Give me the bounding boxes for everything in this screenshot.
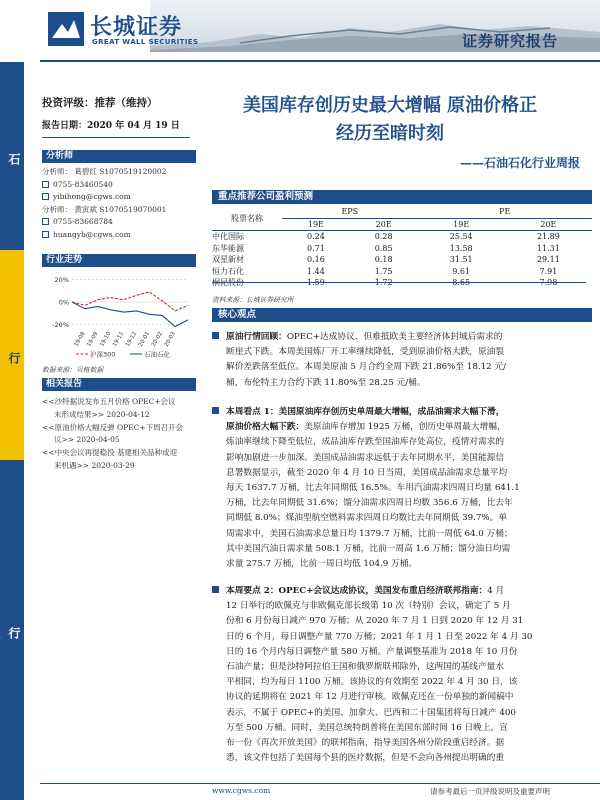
legend-label-petrochem: 石油石化 bbox=[144, 350, 170, 359]
report_chars-char bbox=[0, 256, 4, 460]
col-year: 19E bbox=[307, 219, 324, 229]
core-paragraph-1 bbox=[212, 330, 570, 391]
x-tick-label: 19-11 bbox=[112, 331, 126, 348]
x-tick-label: 20-03 bbox=[163, 331, 177, 348]
footer-disclaimer: 请参考最后一页评级说明及重要声明 bbox=[430, 787, 550, 796]
paragraph-line: 日的 16 个月内每日调整产量 580 万桶。产量调整基准为 2018 年 10 月份 bbox=[226, 646, 518, 657]
cell-value: 25.54 bbox=[449, 232, 473, 242]
paragraph-line: 其中美国汽油日需求量 508.1 万桶，比前一周高 1.6 万桶；馏分油日均需 bbox=[226, 543, 511, 554]
side-band bbox=[0, 62, 24, 800]
cell-value: 0.24 bbox=[306, 232, 325, 242]
core-view-heading: 核心观点 bbox=[212, 308, 592, 322]
related-report-line: 来机遇>> 2020-03-29 bbox=[54, 460, 135, 470]
paragraph-line: 断崖式下跌。本周美国炼厂开工率继续降低，受到原油价格大跌，原油裂 bbox=[226, 347, 504, 358]
report-title bbox=[200, 92, 580, 148]
phone-icon bbox=[42, 181, 49, 188]
analyst-2-name: 分析师： 黄寅斌 S1070519070001 bbox=[42, 204, 167, 214]
cell-value: 0.85 bbox=[374, 243, 393, 253]
x-tick-label: 19-10 bbox=[99, 331, 113, 348]
forecast-source: 资料来源：长城证券研究所 bbox=[212, 296, 294, 304]
paragraph-line: 协议的延期将在 2021 年 12 月进行审核。欧佩克还在一份单独的新闻稿中 bbox=[226, 692, 514, 703]
industry_chars-char bbox=[0, 68, 4, 250]
cell-value: 1.44 bbox=[306, 266, 325, 276]
core-paragraph-2 bbox=[212, 405, 570, 572]
paragraph-line: 份和 6 月份每日减产 970 万桶；从 2020 年 7 月 1 日到 2020 年 12 月 31 bbox=[226, 616, 524, 627]
y-tick-label: 20% bbox=[54, 276, 69, 285]
trend-source: 数据来源：贝格数据 bbox=[42, 366, 104, 374]
bullet-icon bbox=[212, 332, 219, 339]
cell-value: 0.16 bbox=[306, 255, 325, 265]
analyst-1-email-row bbox=[42, 191, 166, 204]
industry_chars-char: 石 bbox=[7, 153, 21, 165]
paragraph-line: 息署数据显示，截至 2020 年 4 月 10 日当周，美国成品油需求总量平均 bbox=[226, 467, 508, 478]
paragraph-line: 桶，布伦特主力合约下跌 11.80%至 28.25 元/桶。 bbox=[226, 377, 426, 388]
analyst-1-name: 分析师： 葛碧红 S1070519120002 bbox=[42, 167, 167, 176]
footer-divider bbox=[40, 783, 600, 784]
core-paragraph-3 bbox=[212, 584, 570, 766]
p2-lead-1: 本周看点 1：美国原油库存创历史单周最大增幅，成品油需求大幅下滑， bbox=[226, 407, 505, 417]
analyst-1-phone-row bbox=[42, 179, 166, 192]
p1-line-0: OPEC+达成协议、但难抵欧美主要经济体封城后需求的 bbox=[286, 332, 503, 342]
paragraph-line: 平相同，均为每日 1100 万桶。该协议的有效期至 2022 年 4 月 30 日，该 bbox=[226, 677, 518, 688]
analyst-heading: 分析师 bbox=[42, 150, 196, 163]
cell-stock-name: 双星新材 bbox=[212, 255, 244, 265]
logo-name-cn: 长城证券 bbox=[90, 15, 183, 40]
analyst-block bbox=[42, 166, 166, 241]
col-stock-name: 股票名称 bbox=[231, 213, 263, 223]
forecast-heading: 重点推荐公司盈利预测 bbox=[212, 190, 592, 204]
related-heading: 相关报告 bbox=[42, 378, 196, 391]
table-header-row bbox=[212, 206, 592, 218]
earnings-forecast-table bbox=[212, 206, 592, 289]
cell-value: 7.91 bbox=[539, 266, 558, 276]
paragraph-line: 表示，不属于 OPEC+的美国、加拿大、巴西和二十国集团将每日减产 400 bbox=[226, 707, 516, 718]
cell-value: 1.75 bbox=[374, 266, 393, 276]
table-row bbox=[212, 266, 592, 278]
paragraph-line: 求量 275.7 万桶，比前一周日均低 104.9 万桶。 bbox=[226, 559, 418, 570]
y-tick-label: 0% bbox=[58, 298, 69, 307]
paragraph-line: 石油产量；但是沙特阿拉伯王国和俄罗斯联邦除外，这两国的基线产量水 bbox=[226, 662, 504, 673]
date-value: 2020 年 04 月 19 日 bbox=[87, 121, 180, 131]
rating-value: 推荐（维持） bbox=[94, 97, 158, 109]
x-tick-label: 20-02 bbox=[150, 331, 164, 348]
analyst-2-phone-row bbox=[42, 216, 166, 229]
col-year: 20E bbox=[540, 219, 557, 229]
report-title-line-2: 经历至暗时刻 bbox=[336, 123, 444, 144]
paragraph-line: 日的 6 个月，每日调整产量 770 万桶；2021 年 1 月 1 日至 2022 年 4 月 30 bbox=[226, 631, 533, 642]
paragraph-line: 悉，该文件包括了美国每个县的医疗数据，但是不会向各州提出明确的重 bbox=[226, 753, 504, 764]
rating-line bbox=[42, 95, 158, 110]
p2-line-0: 美原油库存增加 1925 万桶，创历史单周最大增幅， bbox=[304, 422, 506, 433]
side-weekly-label bbox=[0, 460, 24, 800]
related-report-list bbox=[42, 396, 197, 473]
related-report-line[interactable]: <<原油价格大幅反弹 OPEC+下周召开会 bbox=[42, 422, 184, 432]
legend-label-hs300: 沪深300 bbox=[90, 350, 116, 359]
p1-lead: 原油行情回顾： bbox=[226, 332, 287, 342]
email-icon bbox=[42, 231, 49, 238]
paragraph-line: 12 日举行的欧佩克与非欧佩克部长级第 10 次（特别）会议，确定了 5 月 bbox=[226, 601, 511, 612]
paragraph-line: 每天 1637.7 万桶，比去年同期低 16.5%。车用汽油需求四周日均量 641.1 bbox=[226, 483, 520, 494]
related-report-line[interactable]: <<中央会议再提稳投 基建相关品种或迎 bbox=[42, 448, 177, 458]
paragraph-line: 影响加剧进一步加深。美国成品油需求远低于去年同期水平，美国能源信 bbox=[226, 452, 504, 463]
company-logo bbox=[48, 10, 218, 50]
cell-value: 0.18 bbox=[374, 255, 393, 265]
cell-value: 29.11 bbox=[536, 255, 560, 265]
report-title-line-1: 美国库存创历史最大增幅 原油价格正 bbox=[242, 95, 538, 116]
date-label: 报告日期： bbox=[42, 121, 88, 131]
logo-mark-icon bbox=[48, 12, 84, 46]
cell-stock-name: 恒力石化 bbox=[212, 266, 244, 276]
cell-value: 0.28 bbox=[374, 232, 393, 242]
cell-value: 21.89 bbox=[536, 232, 560, 242]
table-row bbox=[212, 254, 592, 266]
header-divider bbox=[40, 60, 600, 62]
paragraph-line: 同期低 8.0%；煤油型航空燃料需求四周日均数比去年同期低 39.7%。单 bbox=[226, 513, 508, 524]
bullet-icon bbox=[212, 407, 219, 414]
analyst-1-phone: 0755-83460540 bbox=[53, 179, 113, 189]
trend-heading: 行业走势 bbox=[42, 254, 196, 267]
paragraph-line: 布一份《再次开放美国》的联邦指南，指导美国各州分阶段重启经济。据 bbox=[226, 738, 504, 749]
series-line-petrochem bbox=[72, 302, 188, 327]
date-line bbox=[42, 118, 180, 131]
analyst-2-email[interactable]: huangyb@cgws.com bbox=[53, 229, 131, 239]
meta-divider bbox=[42, 137, 190, 138]
paragraph-line: 解价差跌落至低位。本周美原油 5 月合约全周下跌 21.86%至 18.12 元/ bbox=[226, 362, 507, 373]
analyst-2-email-row bbox=[42, 229, 166, 242]
footer-website[interactable]: www.cgws.com bbox=[212, 786, 271, 795]
table-bottom-rule bbox=[212, 282, 586, 283]
table-row bbox=[212, 243, 592, 255]
cell-stock-name: 东华能源 bbox=[212, 243, 244, 253]
table-row bbox=[212, 231, 592, 243]
x-tick-label: 19-12 bbox=[124, 331, 139, 348]
cell-value: 31.51 bbox=[449, 255, 473, 265]
p3-line-0: 4 月 bbox=[487, 586, 505, 596]
report_chars-char: 行 bbox=[7, 352, 21, 364]
x-tick-label: 20-01 bbox=[137, 331, 152, 348]
report-type-label: 证券研究报告 bbox=[462, 32, 559, 50]
report-subtitle: ——石油石化行业周报 bbox=[459, 156, 580, 170]
paragraph-line: 炼油率继续下降至低位，成品油库存跌至国油库存处高位，疫情对需求的 bbox=[226, 437, 504, 448]
industry-trend-chart bbox=[42, 268, 192, 360]
y-tick-label: -20% bbox=[52, 320, 69, 329]
email-icon bbox=[42, 193, 49, 200]
bullet-icon bbox=[212, 586, 219, 593]
phone-icon bbox=[42, 218, 49, 225]
cell-value: 0.71 bbox=[306, 243, 325, 253]
weekly_chars-char: 行 bbox=[7, 627, 21, 639]
cell-value: 11.31 bbox=[536, 243, 560, 253]
x-tick-label: 19-09 bbox=[86, 331, 100, 348]
report-header bbox=[0, 0, 600, 62]
related-report-line[interactable]: <<沙特据说发布五月价格 OPEC+会议 bbox=[42, 397, 176, 406]
cell-stock-name: 中化国际 bbox=[212, 232, 244, 242]
col-year: 19E bbox=[453, 219, 470, 229]
paragraph-line: 周需求中，美国石油需求总量日均 1379.7 万桶，比前一周低 64.0 万桶； bbox=[226, 528, 513, 539]
col-pe: PE bbox=[418, 206, 592, 218]
p3-lead: 本周要点 2：OPEC+会议达成协议，美国发布重启经济联邦指南： bbox=[226, 586, 488, 596]
weekly_chars-char bbox=[0, 466, 4, 800]
cell-value: 9.61 bbox=[452, 266, 471, 276]
p2-lead-2: 原油价格大幅下跌： bbox=[226, 422, 305, 433]
col-year: 20E bbox=[375, 219, 392, 229]
paragraph-line: 万桶，比去年同期低 31.6%；馏分油需求四周日均数 356.6 万桶，比去年 bbox=[226, 498, 513, 509]
analyst-2-phone: 0755-83668784 bbox=[53, 217, 113, 226]
paragraph-line: 万至 500 万桶。同时，美国总统特朗普将在美国东部时间 16 日晚上，宣 bbox=[226, 722, 508, 733]
cell-value: 13.58 bbox=[449, 243, 473, 253]
related-report-line: 议>> 2020-04-05 bbox=[54, 435, 120, 445]
side-report-label bbox=[0, 250, 24, 460]
side-industry-label bbox=[0, 62, 24, 250]
col-eps: EPS bbox=[282, 206, 418, 218]
analyst-1-email[interactable]: yibihong@cgws.com bbox=[53, 192, 131, 201]
related-report-line: 未形成结果>> 2020-04-12 bbox=[54, 409, 150, 419]
x-tick-label: 19-08 bbox=[73, 331, 87, 348]
rating-label: 投资评级： bbox=[42, 97, 95, 109]
logo-name-en: GREAT WALL SECURITIES bbox=[92, 38, 199, 46]
